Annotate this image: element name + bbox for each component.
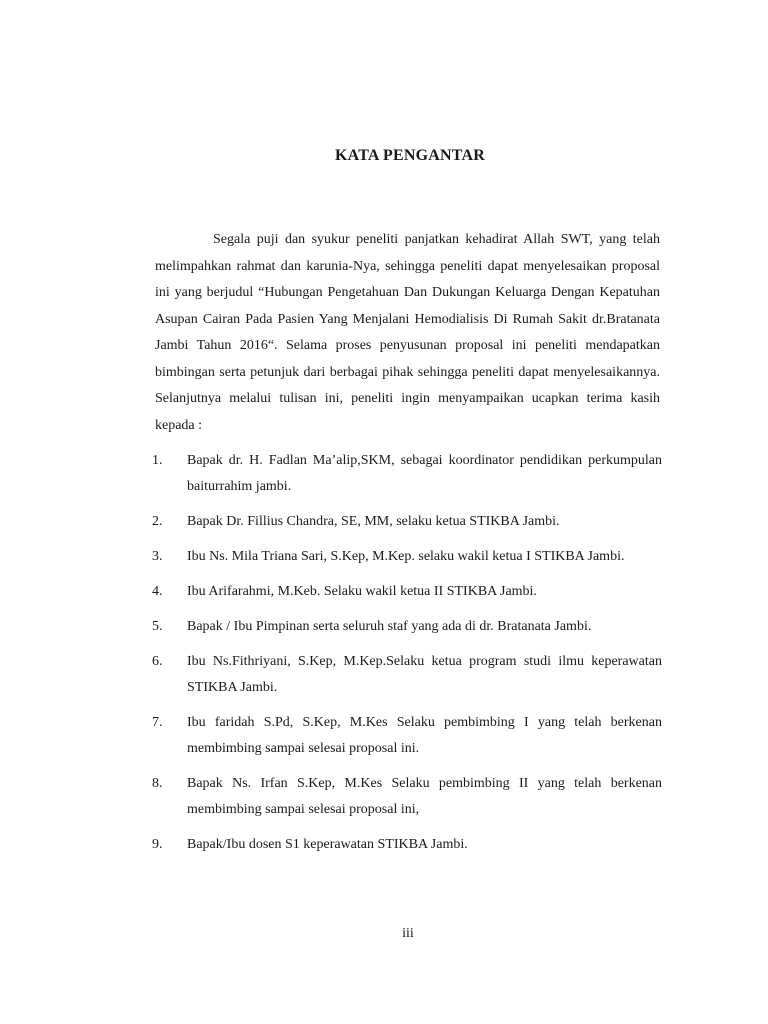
acknowledgement-list <box>152 448 662 867</box>
page-title: KATA PENGANTAR <box>335 147 485 164</box>
list-item <box>152 579 662 605</box>
list-item-number: 9. <box>152 837 163 852</box>
list-item-number: 7. <box>152 715 163 730</box>
list-item <box>152 649 662 701</box>
list-item-text: Bapak Dr. Fillius Chandra, SE, MM, selaku ketua STIKBA Jambi. <box>187 514 560 529</box>
list-item-number: 8. <box>152 776 163 791</box>
list-item <box>152 544 662 570</box>
list-item-text: Bapak Ns. Irfan S.Kep, M.Kes Selaku pembimbing II yang telah berkenan membimbing sampai selesai proposal ini, <box>187 776 662 817</box>
list-item-text: Ibu faridah S.Pd, S.Kep, M.Kes Selaku pembimbing I yang telah berkenan membimbing sampai selesai proposal ini. <box>187 715 662 756</box>
list-item <box>152 614 662 640</box>
list-item-text: Ibu Ns. Mila Triana Sari, S.Kep, M.Kep. selaku wakil ketua I STIKBA Jambi. <box>187 549 625 564</box>
list-item <box>152 448 662 500</box>
list-item-number: 1. <box>152 453 163 468</box>
list-item <box>152 710 662 762</box>
page-number: iii <box>402 926 414 941</box>
list-item-text: Bapak/Ibu dosen S1 keperawatan STIKBA Jambi. <box>187 837 468 852</box>
list-item-number: 6. <box>152 654 163 669</box>
intro-paragraph: Segala puji dan syukur peneliti panjatkan kehadirat Allah SWT, yang telah melimpahkan rahmat dan karunia-Nya, sehingga peneliti dapat menyelesaikan proposal ini yang berjudul “Hubungan Pengetahuan Dan Dukungan Keluarga Dengan Kepatuhan Asupan Cairan Pada Pasien Yang Menjalani Hemodialisis Di Rumah Sakit dr.Bratanata Jambi Tahun 2016“. Selama proses penyusunan proposal ini peneliti mendapatkan bimbingan serta petunjuk dari berbagai pihak sehingga peneliti dapat menyelesaikannya. Selanjutnya melalui tulisan ini, peneliti ingin menyampaikan ucapkan terima kasih kepada : <box>155 232 660 433</box>
list-item <box>152 509 662 535</box>
list-item-number: 4. <box>152 584 163 599</box>
list-item-text: Bapak / Ibu Pimpinan serta seluruh staf yang ada di dr. Bratanata Jambi. <box>187 619 592 634</box>
list-item-text: Ibu Arifarahmi, M.Keb. Selaku wakil ketua II STIKBA Jambi. <box>187 584 537 599</box>
list-item <box>152 771 662 823</box>
list-item-number: 2. <box>152 514 163 529</box>
list-item-number: 3. <box>152 549 163 564</box>
list-item-number: 5. <box>152 619 163 634</box>
list-item <box>152 832 662 858</box>
list-item-text: Ibu Ns.Fithriyani, S.Kep, M.Kep.Selaku ketua program studi ilmu keperawatan STIKBA Jambi. <box>187 654 662 695</box>
list-item-text: Bapak dr. H. Fadlan Ma’alip,SKM, sebagai koordinator pendidikan perkumpulan baiturrahim jambi. <box>187 453 662 494</box>
